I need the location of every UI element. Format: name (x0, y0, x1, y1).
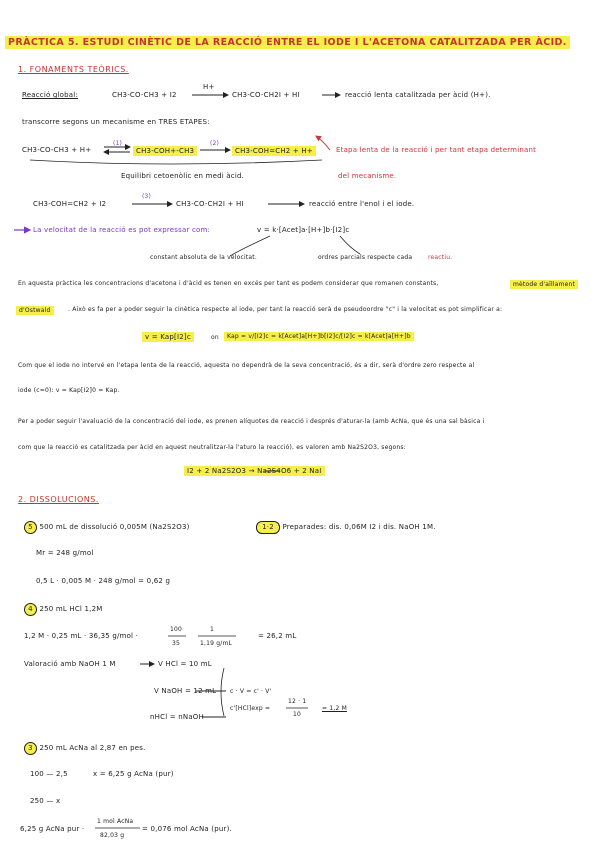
stage1-mid: CH3-COH+-CH3 (133, 146, 197, 156)
pointer-orders (340, 236, 360, 254)
item-number: 3 (24, 742, 37, 755)
item-number: 5 (24, 521, 37, 534)
solution-text: 250 mL AcNa al 2,87 en pes. (39, 744, 146, 752)
rate-const-note: constant absoluta de la velocitat. (150, 254, 257, 261)
stage1-step1: (1) (113, 140, 123, 147)
bracket-equilibrium (30, 160, 322, 164)
calc3-num: 1 mol AcNa (97, 818, 134, 825)
para1-b: . Això es fa per a poder seguir la cinètica respecte al iode, per tant la reacció serà de pseudoordre "c" i la velocitat es pot simplificar a: (68, 306, 503, 313)
global-note: reacció lenta catalitzada per àcid (H+). (345, 91, 491, 99)
global-eq-right: CH3-CO-CH2I + HI (232, 91, 300, 99)
stage1-right: CH3-COH=CH2 + H+ (232, 146, 316, 156)
para2-b: iode (c=0): v = Kap[I2]0 = Kap. (18, 387, 120, 394)
para1: En aquesta pràctica les concentracions d'acetona i d'àcid es tenen en excés per tant es podem considerar que romanen constants, (18, 280, 439, 287)
para2: Com que el iode no intervé en l'etapa lenta de la reacció, aquesta no dependrà de la seva concentració, és a dir, serà d'ordre zero respecte al (18, 362, 475, 369)
calc3-c: 250 — x (30, 797, 61, 805)
stage3-note: reacció entre l'enol i el iode. (309, 200, 415, 208)
calc2-result: = 26,2 mL (258, 632, 297, 640)
calc2-frac2-den: 1,19 g/mL (200, 640, 233, 647)
equilibrium-note: Equilibri cetoenòlic en medi àcid. (121, 172, 245, 180)
rate-order-note: ordres parcials respecte cada (318, 254, 413, 261)
item-number: 1·2 (256, 521, 280, 534)
calc3-result: = 0,076 mol AcNa (pur). (142, 825, 232, 833)
calc2-frac1-num: 100 (170, 626, 183, 633)
item-number: 4 (24, 603, 37, 616)
cv-formula: c · V = c' · V' (230, 688, 272, 695)
section-heading-2: 2. DISSOLUCIONS. (18, 495, 99, 504)
calc-2: 1,2 M · 0,25 mL · 36,35 g/mol · (24, 632, 139, 640)
calc3-b: x = 6,25 g AcNa (pur) (93, 770, 174, 778)
calc3-a: 100 — 2,5 (30, 770, 68, 778)
c-exp-result: = 1,2 M (322, 705, 347, 712)
solution-text: Preparades: dis. 0,06M I2 i dis. NaOH 1M. (282, 523, 436, 531)
v-hcl: V HCl = 10 mL (158, 660, 212, 668)
calc3-d: 6,25 g AcNa pur · (20, 825, 85, 833)
global-catalyst: H+ (203, 83, 215, 91)
global-eq-left: CH3-CO-CH3 + I2 (112, 91, 177, 99)
titration-equation: I2 + 2 Na2S2O3 → Na2S4O6 + 2 NaI (184, 466, 325, 476)
stage1-left: CH3-CO-CH3 + H+ (22, 146, 92, 154)
kap-eq-1: v = Kap[I2]c (142, 332, 194, 342)
valoracio: Valoració amb NaOH 1 M (24, 660, 116, 668)
brace-valoracio (221, 668, 224, 716)
molar-mass: Mr = 248 g/mol (36, 549, 94, 557)
c-exp-num: 12 · 1 (288, 698, 307, 705)
stage3-left: CH3-COH=CH2 + I2 (33, 200, 107, 208)
calc-1: 0,5 L · 0,005 M · 248 g/mol = 0,62 g (36, 577, 171, 585)
stage1-step2: (2) (210, 140, 220, 147)
para3: Per a poder seguir l'avaluació de la concentració del iode, es prenen alíquotes de reacció i després d'aturar-la (amb AcNa, que és una sal bàsica i (18, 418, 485, 425)
method-highlight-2: d'Ostwald (16, 306, 54, 315)
section-heading: 1. FONAMENTS TEÒRICS. (18, 65, 129, 74)
solution-text: 250 mL HCl 1,2M (39, 605, 103, 613)
kap-eq-3: Kap = v/[I2]c = k[Acet]a[H+]b[I2]c/[I2]c = k[Acet]a[H+]b (224, 332, 414, 341)
stage3-step: (3) (142, 193, 152, 200)
rate-order-note-red: reactiu. (428, 254, 453, 261)
stage3-right: CH3-CO-CH2I + HI (176, 200, 244, 208)
v-naoh: V NaOH = 12 mL (154, 687, 217, 695)
stage-note-red: Etapa lenta de la reacció i per tant etapa determinant (336, 146, 537, 154)
rate-equation: v = k·[Acet]a·[H+]b·[I2]c (257, 226, 350, 234)
calc2-frac1-den: 35 (172, 640, 181, 647)
page-title: PRÀCTICA 5. ESTUDI CINÈTIC DE LA REACCIÓ ENTRE EL IODE I L'ACETONA CATALITZADA PER ÀCID. (5, 36, 570, 49)
kap-eq-2: on (211, 334, 219, 341)
para3-b: com que la reacció es catalitzada per àcid en aquest neutralitzar-la l'aturo la reacció), es valoren amb Na2S2O3, segons: (18, 444, 406, 451)
solution-text: 500 mL de dissolució 0,005M (Na2S2O3) (39, 523, 190, 531)
arrow-red (316, 136, 330, 150)
method-highlight-1: mètode d'aïllament (510, 280, 578, 289)
rate-intro: La velocitat de la reacció es pot expressar com: (33, 226, 211, 234)
stages-intro: transcorre segons un mecanisme en TRES ETAPES: (22, 118, 210, 126)
c-exp-den: 10 (293, 711, 302, 718)
global-label: Reacció global: (22, 91, 79, 99)
c-exp: c'[HCl]exp = (230, 705, 271, 712)
calc3-den: 82,03 g (100, 832, 125, 839)
n-equality: nHCl = nNaOH (150, 713, 204, 721)
stage-note-red-2: del mecanisme. (338, 172, 397, 180)
pointer-k (230, 236, 270, 256)
calc2-frac2-num: 1 (210, 626, 215, 633)
